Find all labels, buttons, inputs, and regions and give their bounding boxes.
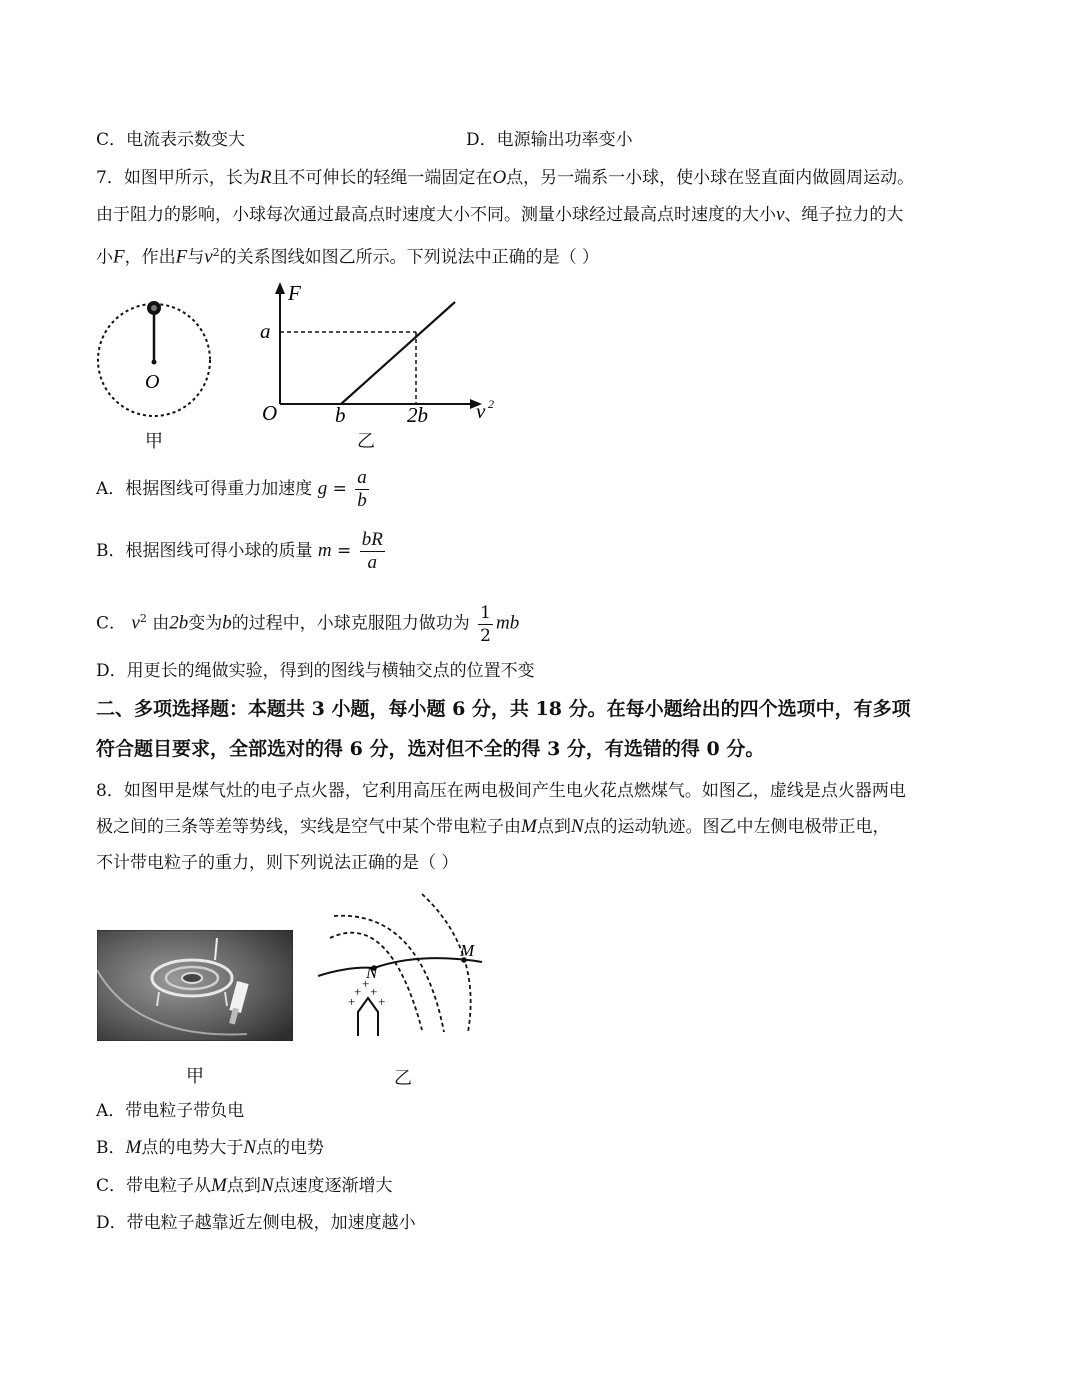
svg-text:+: +: [370, 984, 378, 999]
origin-label: O: [262, 401, 278, 425]
q8-stem-line2: 极之间的三条等差等势线，实线是空气中某个带电粒子由M点到N点的运动轨迹。图乙中左侧电极带正电，: [96, 816, 890, 837]
q8-figure-jia-photo: [97, 930, 293, 1041]
q7-stem-line1: 7．如图甲所示，长为R且不可伸长的轻绳一端固定在O点，另一端系一小球，使小球在竖直面内做圆周运动。: [96, 167, 915, 188]
axis-label-v-sup: 2: [488, 397, 494, 411]
tick-label-b: b: [335, 403, 346, 427]
trajectory: [318, 958, 482, 976]
tick-label-2b: 2b: [407, 403, 428, 427]
left-electrode: [358, 998, 378, 1036]
q7-option-b: B．根据图线可得小球的质量 m = $\frac{bR}{a}$: [96, 529, 383, 573]
tick-label-a: a: [260, 319, 271, 343]
q7-option-c: C． $v^2$ 由2b变为b的过程中，小球克服阻力做功为 $\frac{1}{2}$ mb: [96, 602, 520, 646]
svg-text:+: +: [378, 994, 386, 1009]
svg-text:+: +: [354, 984, 362, 999]
q8-option-b: B．M点的电势大于N点的电势: [96, 1137, 325, 1158]
pivot-point: [152, 360, 157, 365]
q7-option-a: A．根据图线可得重力加速度 g = $\frac{a}{b}$: [96, 467, 367, 511]
q7-figure-yi-caption: 乙: [357, 431, 375, 452]
y-axis-arrow: [275, 282, 285, 294]
q6-option-c: C．电流表示数变大: [96, 130, 246, 150]
q8-figure-yi-diagram: [310, 890, 490, 1050]
svg-text:+: +: [348, 994, 356, 1009]
q8-stem-line1: 8．如图甲是煤气灶的电子点火器，它利用高压在两电极间产生电火花点燃煤气。如图乙，虚线是点火器两电: [96, 781, 906, 801]
section2-heading-line1: 二、多项选择题：本题共 3 小题，每小题 6 分，共 18 分。在每小题给出的四个选项中，有多项: [96, 698, 911, 720]
q7-stem-line2: 由于阻力的影响，小球每次通过最高点时速度大小不同。测量小球经过最高点时速度的大小v、绳子拉力的大: [96, 204, 904, 225]
q8-stem-line3: 不计带电粒子的重力，则下列说法正确的是（ ）: [96, 853, 459, 873]
q7-figure-jia-caption: 甲: [145, 431, 163, 452]
q8-option-d: D．带电粒子越靠近左侧电极，加速度越小: [96, 1213, 416, 1233]
label-o: O: [145, 371, 160, 393]
axis-label-v: v: [476, 399, 486, 423]
graph-line: [341, 302, 455, 404]
svg-text:+: +: [362, 976, 370, 991]
q8-option-c: C．带电粒子从M点到N点速度逐渐增大: [96, 1175, 393, 1196]
q8-option-a: A．带电粒子带负电: [96, 1101, 245, 1121]
q7-stem-line3: 小F，作出F与$v^2$的关系图线如图乙所示。下列说法中正确的是（ ）: [96, 246, 600, 268]
q7-figure-yi-graph: [250, 278, 510, 428]
label-n: N: [366, 963, 378, 982]
q7-option-d: D．用更长的绳做实验，得到的图线与横轴交点的位置不变: [96, 661, 535, 681]
q8-figure-yi-caption: 乙: [394, 1068, 412, 1089]
q6-option-d: D．电源输出功率变小: [466, 130, 633, 150]
q8-figure-jia-caption: 甲: [186, 1066, 204, 1087]
axis-label-f: F: [288, 281, 301, 305]
label-m: M: [460, 941, 475, 960]
section2-heading-line2: 符合题目要求，全部选对的得 6 分，选对但不全的得 3 分，有选错的得 0 分。: [96, 738, 765, 760]
equipotential-line-3: [422, 894, 471, 1032]
